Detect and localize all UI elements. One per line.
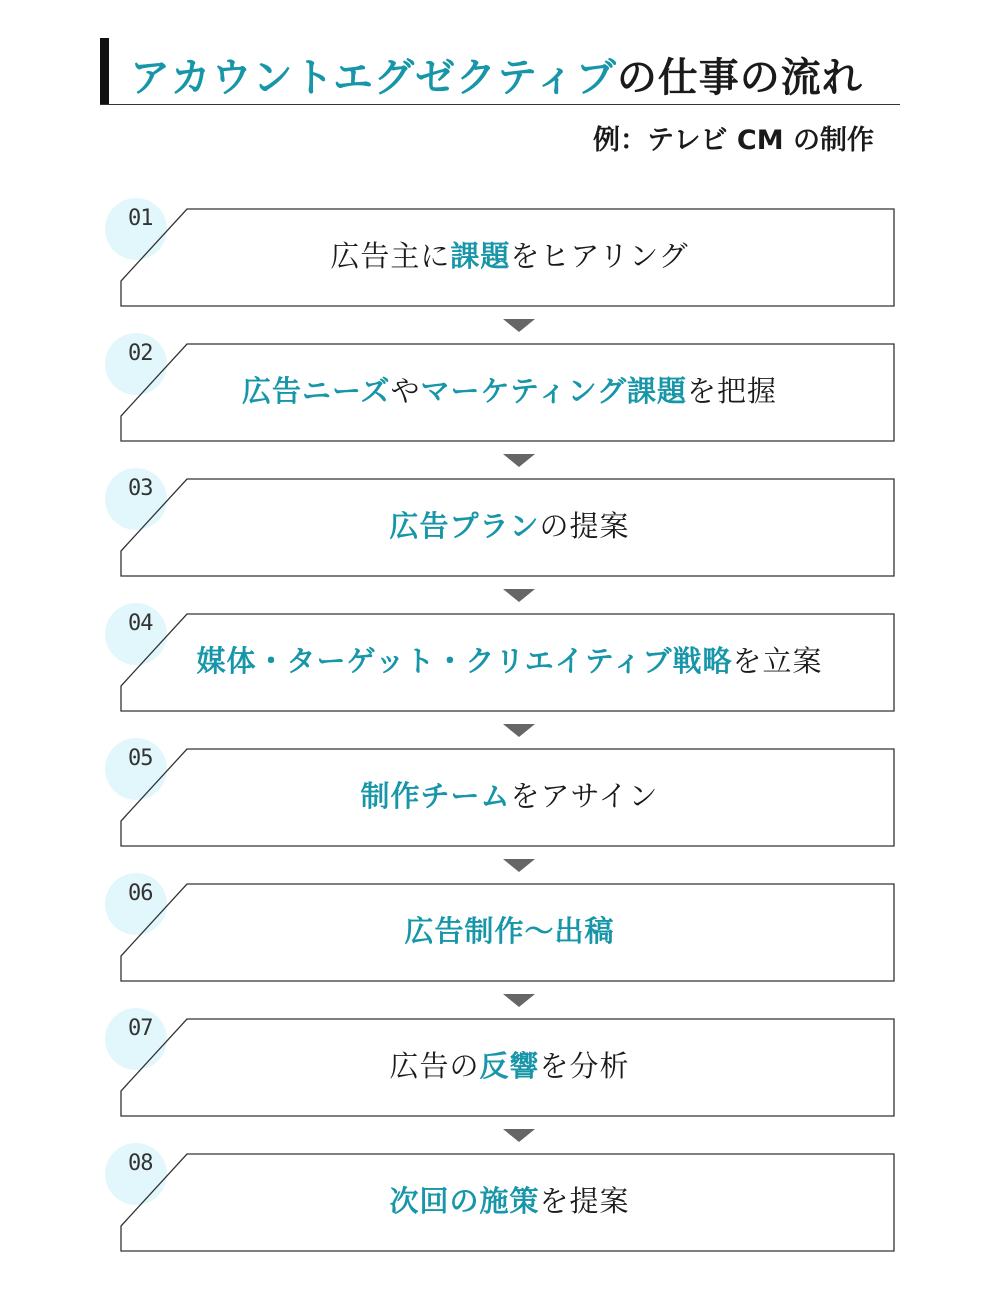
step-label	[120, 371, 899, 411]
flow-step	[104, 736, 899, 848]
flow-step	[104, 601, 899, 713]
step-number: 06	[128, 881, 153, 906]
flow-step	[104, 331, 899, 443]
step-label-text: を立案	[732, 644, 823, 678]
page-title	[130, 46, 863, 103]
page-subtitle: 例：テレビ CM の制作	[593, 125, 874, 156]
step-label-highlight: 反響	[479, 1049, 540, 1083]
step-label-highlight: 課題	[450, 239, 511, 273]
step-label-text: 広告の	[389, 1049, 480, 1083]
step-number: 08	[128, 1151, 153, 1176]
title-accent-bar	[100, 38, 109, 104]
step-label-text: をアサイン	[510, 779, 659, 813]
step-label-highlight: 広告プラン	[389, 509, 540, 543]
step-label	[120, 1046, 899, 1086]
flow-step	[104, 1141, 899, 1253]
step-label	[120, 776, 899, 816]
step-number: 03	[128, 476, 153, 501]
step-label	[120, 641, 899, 681]
flow-step	[104, 196, 899, 308]
step-label	[120, 1181, 899, 1221]
step-label	[120, 506, 899, 546]
step-label-highlight: 次回の施策	[389, 1184, 540, 1218]
page-title-accent: アカウントエグゼクティブ	[130, 55, 617, 101]
step-label-text: を提案	[539, 1184, 630, 1218]
step-label-text: の提案	[539, 509, 630, 543]
step-number: 07	[128, 1016, 153, 1041]
flow-step	[104, 871, 899, 983]
step-label-highlight: 広告制作～出稿	[404, 914, 615, 948]
step-label-text: を把握	[687, 374, 778, 408]
step-label-highlight: 広告ニーズ	[241, 374, 391, 408]
step-label-highlight: 制作チーム	[360, 779, 511, 813]
step-number: 01	[128, 206, 153, 231]
step-label-highlight: 媒体・ターゲット・クリエイティブ戦略	[196, 644, 733, 678]
page-header	[100, 38, 900, 105]
step-label	[120, 236, 899, 276]
step-label-highlight: マーケティング課題	[420, 374, 688, 408]
flow-step	[104, 466, 899, 578]
step-number: 02	[128, 341, 153, 366]
step-number: 05	[128, 746, 153, 771]
step-label-text: や	[390, 374, 421, 408]
step-label-text: 広告主に	[330, 239, 451, 273]
step-label	[120, 911, 899, 951]
page-title-rest: の仕事の流れ	[616, 55, 863, 101]
step-label-text: を分析	[539, 1049, 630, 1083]
step-label-text: をヒアリング	[510, 239, 689, 273]
step-number: 04	[128, 611, 153, 636]
flow-step	[104, 1006, 899, 1118]
